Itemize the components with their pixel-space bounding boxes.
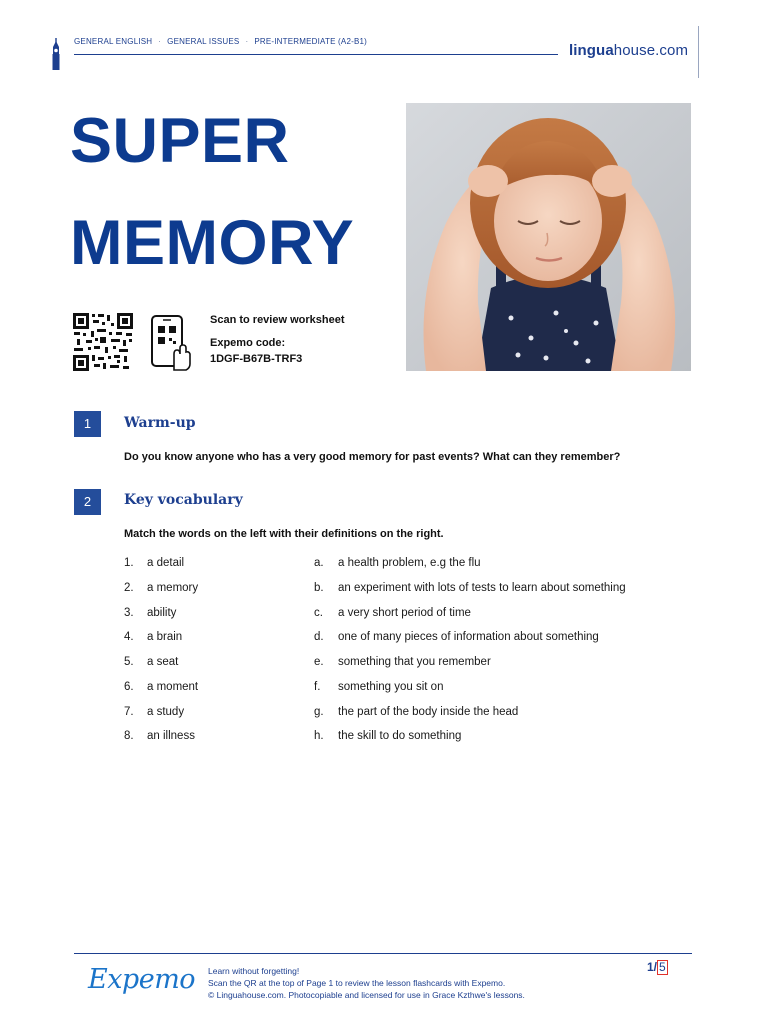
vocab-number: 2.: [124, 582, 134, 594]
expemo-logo[interactable]: Expemo: [88, 964, 196, 995]
brand-bold: lingua: [569, 42, 614, 59]
code-value: 1DGF-B67B-TRF3: [210, 353, 303, 365]
vocab-word: a memory: [147, 582, 199, 594]
brand-divider: [698, 26, 699, 78]
vocab-letter: c.: [314, 607, 323, 619]
section-2-number: 2: [74, 489, 101, 515]
vocab-number: 8.: [124, 730, 134, 742]
vocab-definition: an experiment with lots of tests to learn about something: [338, 582, 626, 594]
vocab-definition: one of many pieces of information about something: [338, 631, 599, 643]
section-2-title: Key vocabulary: [124, 492, 243, 508]
vocab-word: a brain: [147, 631, 183, 643]
vocab-word: a study: [147, 706, 185, 718]
vocab-letter: e.: [314, 656, 324, 668]
page-total-link[interactable]: 5: [659, 960, 666, 974]
qr-code-icon[interactable]: [73, 313, 133, 371]
page-title-line-1: SUPER: [70, 106, 290, 176]
vocab-number: 4.: [124, 631, 134, 643]
brand-regular: house.com: [613, 42, 689, 59]
footer-instruction: Scan the QR at the top of Page 1 to review the lesson flashcards with Expemo.: [208, 978, 506, 988]
breadcrumb: [74, 37, 367, 46]
page-current: 1/: [647, 960, 658, 974]
vocab-word: ability: [147, 607, 177, 619]
breadcrumb-separator: ·: [158, 37, 162, 46]
vocab-number: 3.: [124, 607, 134, 619]
vocab-letter: g.: [314, 706, 324, 718]
brand-logo[interactable]: [569, 42, 688, 59]
vocab-row: [124, 631, 704, 649]
footer-divider: [74, 953, 692, 954]
header-divider: [74, 54, 558, 55]
vocab-letter: f.: [314, 681, 321, 693]
vocab-word: a seat: [147, 656, 179, 668]
section-1-instruction: Do you know anyone who has a very good memory for past events? What can they remember?: [124, 451, 621, 463]
phone-scan-icon: [150, 314, 192, 372]
vocab-row: [124, 706, 704, 724]
page-title-line-2: MEMORY: [70, 208, 355, 278]
page-number: [647, 960, 668, 975]
footer-text: [208, 965, 525, 1001]
section-1-number: 1: [74, 411, 101, 437]
footer-copyright: © Linguahouse.com. Photocopiable and licensed for use in Grace Kzthwe's lessons.: [208, 990, 525, 1000]
section-2-instruction: Match the words on the left with their definitions on the right.: [124, 528, 444, 540]
vocab-number: 6.: [124, 681, 134, 693]
vocab-definition: something that you remember: [338, 656, 491, 668]
vocab-definition: something you sit on: [338, 681, 444, 693]
vocab-letter: h.: [314, 730, 324, 742]
breadcrumb-item[interactable]: GENERAL ISSUES: [167, 37, 240, 46]
vocab-row: [124, 656, 704, 674]
breadcrumb-item[interactable]: GENERAL ENGLISH: [74, 37, 153, 46]
vocab-letter: d.: [314, 631, 324, 643]
vocab-letter: b.: [314, 582, 324, 594]
vocab-number: 7.: [124, 706, 134, 718]
vocab-word: an illness: [147, 730, 195, 742]
vocab-row: [124, 557, 704, 575]
child-photo: [406, 103, 691, 371]
vocab-row: [124, 681, 704, 699]
page-title: [70, 90, 354, 294]
vocab-row: [124, 582, 704, 600]
big-ben-icon: [50, 38, 62, 70]
vocab-row: [124, 607, 704, 625]
qr-info: [210, 312, 345, 367]
vocab-definition: the part of the body inside the head: [338, 706, 519, 718]
section-1-title: Warm-up: [124, 415, 196, 431]
code-label: Expemo code:: [210, 337, 286, 349]
breadcrumb-separator: ·: [245, 37, 249, 46]
vocab-definition: a very short period of time: [338, 607, 471, 619]
vocab-letter: a.: [314, 557, 324, 569]
footer-tagline: Learn without forgetting!: [208, 966, 300, 976]
vocab-number: 1.: [124, 557, 134, 569]
breadcrumb-item[interactable]: PRE-INTERMEDIATE (A2-B1): [254, 37, 368, 46]
vocab-definition: a health problem, e.g the flu: [338, 557, 481, 569]
scan-label: Scan to review worksheet: [210, 314, 345, 326]
vocab-number: 5.: [124, 656, 134, 668]
vocab-word: a moment: [147, 681, 199, 693]
vocab-word: a detail: [147, 557, 185, 569]
vocab-row: [124, 730, 704, 748]
vocab-definition: the skill to do something: [338, 730, 462, 742]
